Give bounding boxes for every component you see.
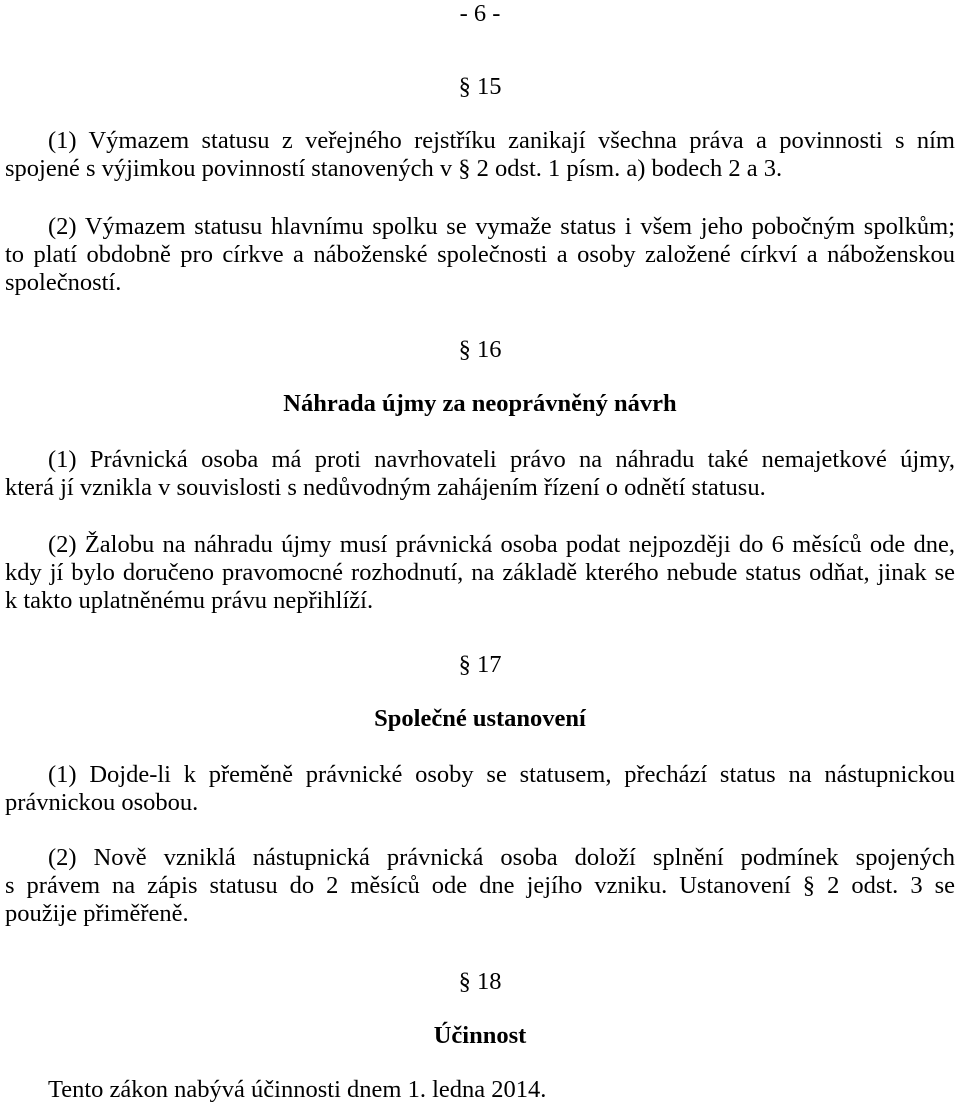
text-line: to platí obdobně pro církve a náboženské společnosti a osoby založené církví a náboženskou [5,241,955,268]
section-number: § 15 [458,73,502,100]
paragraph [5,531,955,615]
text-line: (1) Právnická osoba má proti navrhovateli právo na náhradu také nemajetkové újmy, [48,446,955,473]
paragraph [5,127,955,183]
text-line: Tento zákon nabývá účinnosti dnem 1. ledna 2014. [48,1076,547,1103]
paragraph [5,213,955,297]
paragraph [5,446,955,502]
text-line: (2) Žalobu na náhradu újmy musí právnická osoba podat nejpozději do 6 měsíců ode dne, [48,531,955,558]
text-line: kdy jí bylo doručeno pravomocné rozhodnutí, na základě kterého nebude status odňat, jinak se [5,559,955,586]
text-line: k takto uplatněnému právu nepřihlíží. [5,587,374,614]
section-heading: Účinnost [433,1022,527,1049]
section-number: § 17 [458,651,502,678]
section-heading: Náhrada újmy za neoprávněný návrh [283,390,677,417]
section-heading: Společné ustanovení [374,705,586,732]
text-line: která jí vznikla v souvislosti s nedůvodným zahájením řízení o odnětí statusu. [5,474,766,501]
section-number: § 18 [458,968,502,995]
text-line: spojené s výjimkou povinností stanovených v § 2 odst. 1 písm. a) bodech 2 a 3. [5,155,783,182]
text-line: použije přiměřeně. [5,900,189,927]
paragraph [5,761,955,817]
text-line: (2) Výmazem statusu hlavnímu spolku se vymaže status i všem jeho pobočným spolkům; [48,213,955,240]
text-line: (1) Dojde-li k přeměně právnické osoby se statusem, přechází status na nástupnickou [48,761,955,788]
text-line: (2) Nově vzniklá nástupnická právnická osoba doloží splnění podmínek spojených [48,844,955,871]
text-line: s právem na zápis statusu do 2 měsíců ode dne jejího vzniku. Ustanovení § 2 odst. 3 se [5,872,955,899]
text-line: právnickou osobou. [5,789,199,816]
page-number: - 6 - [459,0,501,27]
paragraph [5,1076,955,1104]
paragraph [5,844,955,928]
text-line: (1) Výmazem statusu z veřejného rejstříku zanikají všechna práva a povinnosti s ním [48,127,955,154]
section-number: § 16 [458,336,502,363]
text-line: společností. [5,269,122,296]
